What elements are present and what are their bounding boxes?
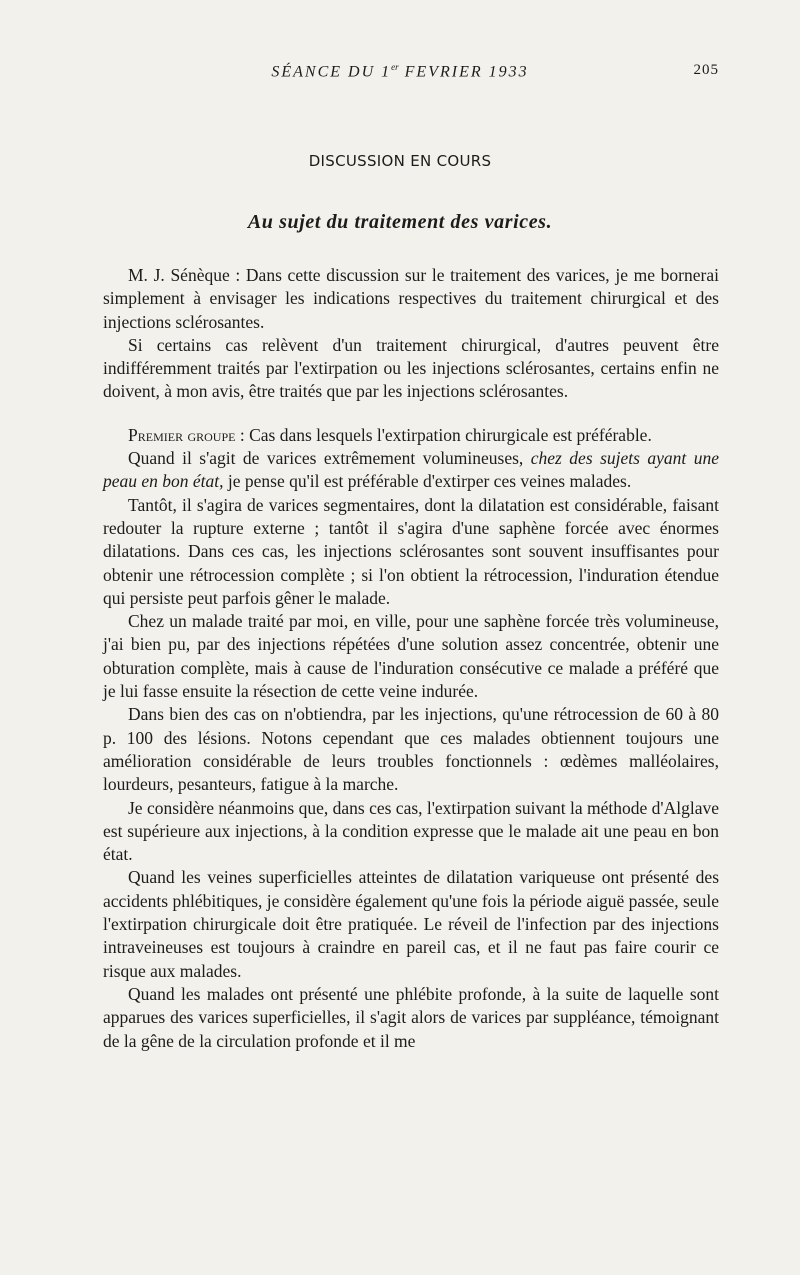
body-text (103, 264, 719, 1053)
section-heading: DISCUSSION EN COURS (308, 152, 492, 170)
running-title-part2: FEVRIER 1933 (398, 63, 529, 81)
paragraph-2: Si certains cas relèvent d'un traitement chirurgical, d'autres peuvent être indifféremment traités par l'extirpation ou les injections sclérosantes, certains enfin ne doivent, à mon avis, être traités que par les injections sclérosantes. (103, 334, 719, 402)
page-number: 205 (693, 62, 719, 78)
running-header (0, 62, 800, 86)
paragraph-8: Je considère néanmoins que, dans ces cas, l'extirpation suivant la méthode d'Alglave est supérieure aux injections, à la condition expresse que le malade ait une peau en bon état. (103, 797, 719, 865)
paragraph-4 (103, 447, 719, 494)
paragraph-1: M. J. Sénèque : Dans cette discussion sur le traitement des varices, je me bornerai simplement à envisager les indications respectives du traitement chirurgical et des injections sclérosantes. (103, 265, 719, 332)
paragraph-4-end: je pense qu'il est préférable d'extirper ces veines malades. (223, 471, 632, 492)
subject-title: Au sujet du traitement des varices. (247, 211, 553, 233)
running-title-superscript: er (391, 62, 399, 72)
paragraph-10: Quand les malades ont présenté une phlébite profonde, à la suite de laquelle sont apparues des varices superficielles, il s'agit alors de varices par suppléance, témoignant de la gêne de la circulation profonde et il me (103, 983, 719, 1051)
paragraph-9: Quand les veines superficielles atteintes de dilatation variqueuse ont présenté des accidents phlébitiques, je considère également qu'une fois la période aiguë passée, seule l'extirpation chirurgicale doit être pratiquée. Le réveil de l'infection par des injections intraveineuses est toujours à craindre en pareil cas, et il ne faut pas faire courir ce risque aux malades. (103, 867, 719, 981)
running-title (0, 62, 800, 81)
paragraph-4-italic: chez des sujets ayant une peau en bon état, (103, 448, 719, 492)
paragraph-6: Chez un malade traité par moi, en ville, pour une saphène forcée très volumineuse, j'ai bien pu, par des injections répétées d'une solution assez concentrée, obtenir une obturation complète, mais à cause de l'induration consécutive ce malade a préféré que je lui fasse ensuite la résection de cette veine indurée. (103, 611, 719, 702)
group-label: Premier groupe (128, 424, 236, 445)
group-description: : Cas dans lesquels l'extirpation chirurgicale est préférable. (235, 424, 652, 445)
running-title-part1: SÉANCE DU 1 (271, 63, 392, 81)
paragraph-4-start: Quand il s'agit de varices extrêmement volumineuses, (128, 448, 531, 469)
paragraph-5: Tantôt, il s'agira de varices segmentaires, dont la dilatation est considérable, faisant redouter la rupture externe ; tantôt il s'agira d'une saphène forcée avec énormes dilatations. Dans ces cas, les injections sclérosantes sont souvent insuffisantes pour obtenir une rétrocession complète ; si l'on obtient la rétrocession, l'induration étendue qui persiste peut parfois gêner le malade. (103, 494, 719, 608)
paragraph-3 (103, 424, 719, 447)
paragraph-7: Dans bien des cas on n'obtiendra, par les injections, qu'une rétrocession de 60 à 80 p. 100 des lésions. Notons cependant que ces malades obtiennent toujours une amélioration considérable de leurs troubles fonctionnels : œdèmes malléolaires, lourdeurs, pesanteurs, fatigue à la marche. (103, 704, 719, 795)
